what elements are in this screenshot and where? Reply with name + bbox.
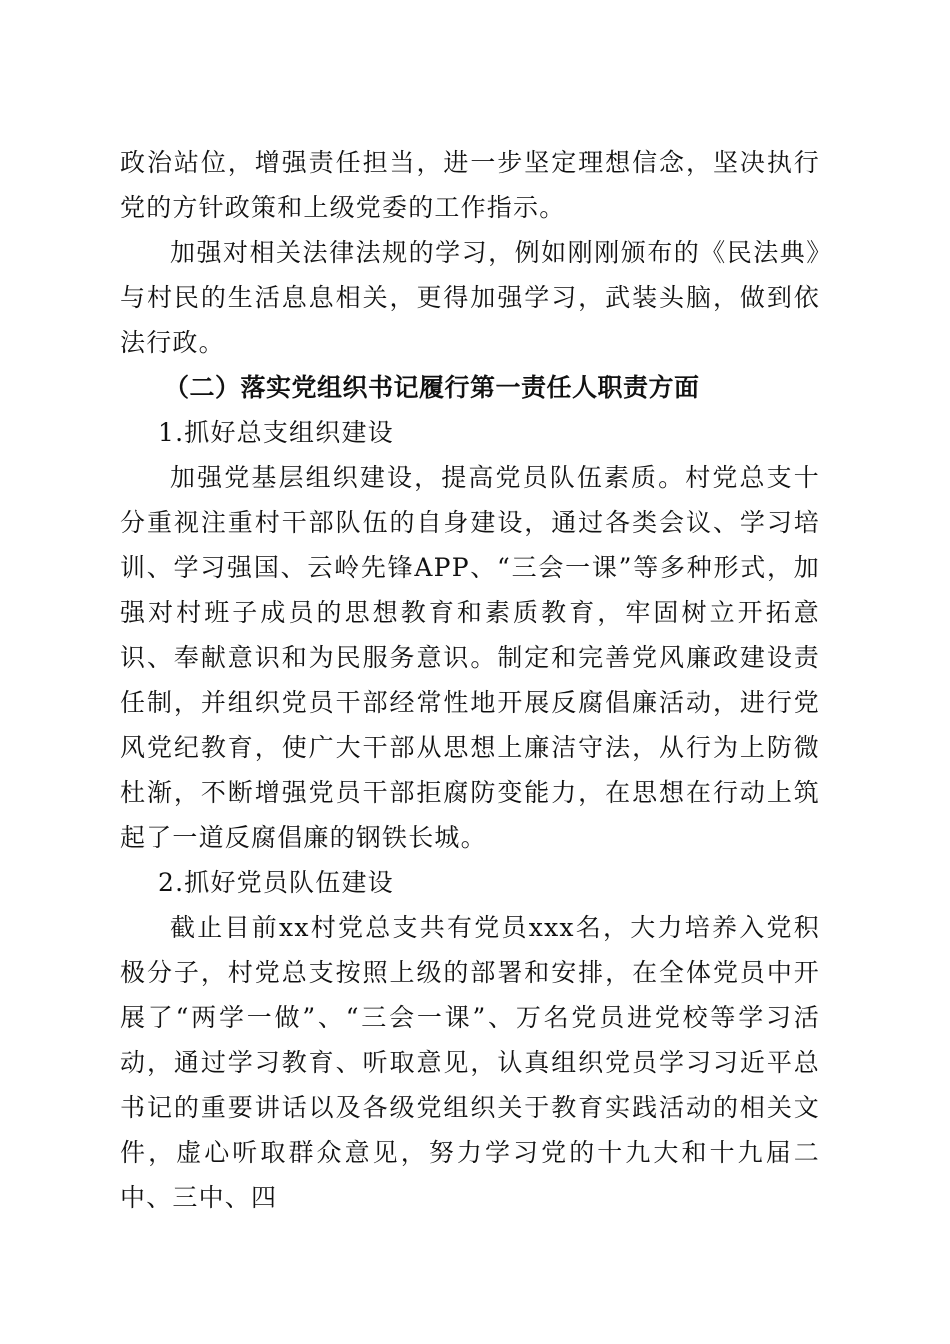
subheading-organization: 1.抓好总支组织建设 bbox=[158, 418, 394, 447]
paragraph-member-team: 截止目前xx村党总支共有党员xxx名，大力培养入党积极分子，村党总支按照上级的部署和安排，在全体党员中开展了“两学一做”、“三会一课”、万名党员进党校等学习活动，通过学习教育、听取意见，认真组织党员学习习近平总书记的重要讲话以及各级党组织关于教育实践活动的相关文件，虚心听取群众意见，努力学习党的十九大和十九届二中、三中、四 bbox=[120, 913, 820, 1212]
document-body bbox=[120, 140, 820, 1220]
paragraph-organization-building: 加强党基层组织建设，提高党员队伍素质。村党总支十分重视注重村干部队伍的自身建设，通过各类会议、学习培训、学习强国、云岭先锋APP、“三会一课”等多种形式，加强对村班子成员的思想教育和素质教育，牢固树立开拓意识、奉献意识和为民服务意识。制定和完善党风廉政建设责任制，并组织党员干部经常性地开展反腐倡廉活动，进行党风党纪教育，使广大干部从思想上廉洁守法，从行为上防微杜渐，不断增强党员干部拒腐防变能力，在思想在行动上筑起了一道反腐倡廉的钢铁长城。 bbox=[120, 463, 820, 852]
paragraph-law-study: 加强对相关法律法规的学习，例如刚刚颁布的《民法典》与村民的生活息息相关，更得加强学习，武装头脑，做到依法行政。 bbox=[120, 238, 820, 357]
paragraph-political-stance: 政治站位，增强责任担当，进一步坚定理想信念，坚决执行党的方针政策和上级党委的工作指示。 bbox=[120, 148, 820, 222]
section-heading: （二）落实党组织书记履行第一责任人职责方面 bbox=[164, 373, 700, 402]
subheading-member-team: 2.抓好党员队伍建设 bbox=[158, 868, 394, 897]
